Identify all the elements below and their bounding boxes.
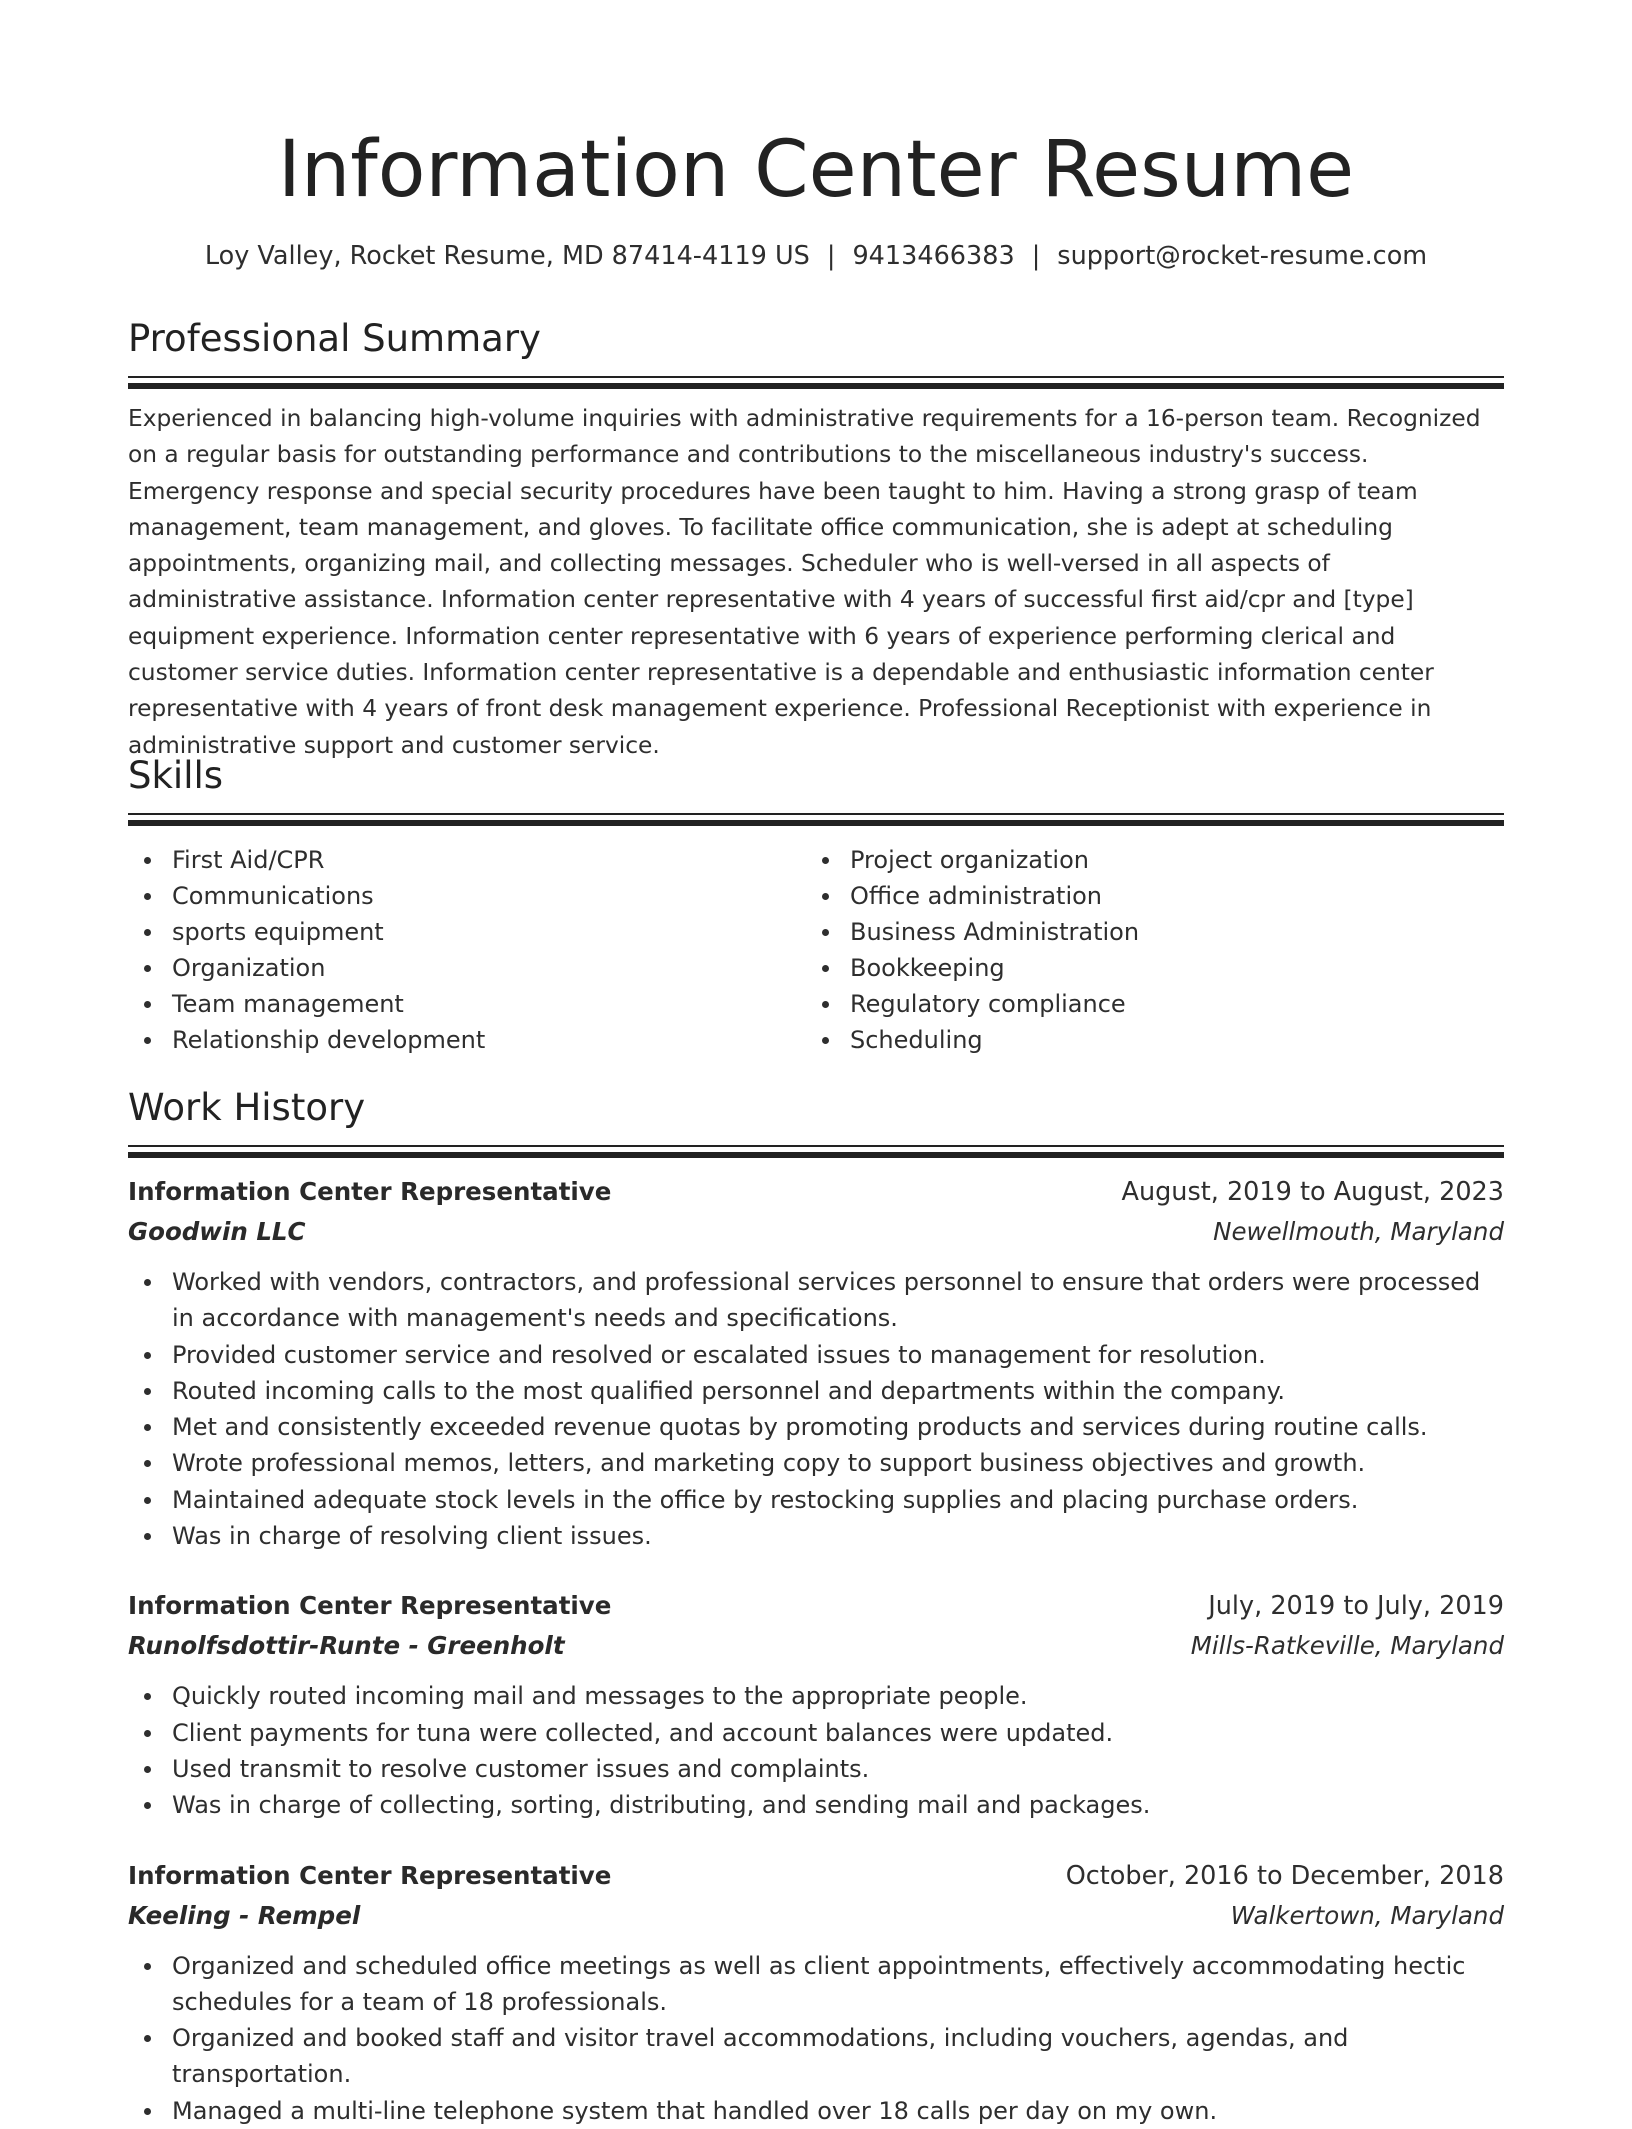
job-company: Keeling - Rempel	[128, 1900, 361, 1930]
skill-item: First Aid/CPR	[128, 842, 806, 878]
job-entry	[128, 1856, 1504, 2129]
job-duties	[128, 1948, 1504, 2129]
job-entry	[128, 1172, 1504, 1554]
skill-item: Organization	[128, 950, 806, 986]
summary-text: Experienced in balancing high-volume inquiries with administrative requirements for a 16-person team. Recognized on a regular basis for outstanding performance and contributions to the miscellaneous industry's success. Emergency response and special security procedures have been taught to him. Having a strong grasp of team management, team management, and gloves. To facilitate office communication, she is adept at scheduling appointments, organizing mail, and collecting messages. Scheduler who is well-versed in all aspects of administrative assistance. Information center representative with 4 years of successful first aid/cpr and [type] equipment experience. Information center representative with 6 years of experience performing clerical and customer service duties. Information center representative is a dependable and enthusiastic information center representative with 4 years of front desk management experience. Professional Receptionist with experience in administrative support and customer service.	[128, 405, 1481, 759]
job-location: Mills-Ratkeville, Maryland	[1190, 1631, 1504, 1661]
job-location: Newellmouth, Maryland	[1213, 1217, 1504, 1246]
section-divider	[128, 813, 1504, 826]
summary-section	[128, 314, 1504, 764]
contact-separator: |	[1031, 241, 1041, 271]
duty-item: Quickly routed incoming mail and messages to the appropriate people.	[128, 1678, 1504, 1714]
section-divider	[128, 1145, 1504, 1158]
duty-item: Maintained adequate stock levels in the office by restocking supplies and placing purchase orders.	[128, 1482, 1504, 1518]
skill-item: Regulatory compliance	[806, 986, 1484, 1022]
job-company: Runolfsdottir-Runte - Greenholt	[128, 1631, 565, 1661]
skill-item: Project organization	[806, 842, 1484, 878]
skill-item: Bookkeeping	[806, 950, 1484, 986]
contact-email: support@rocket-resume.com	[1057, 241, 1428, 271]
duty-item: Met and consistently exceeded revenue quotas by promoting products and services during routine calls.	[128, 1409, 1504, 1445]
skill-item: Office administration	[806, 878, 1484, 914]
contact-phone: 9413466383	[852, 241, 1015, 271]
section-title-summary: Professional Summary	[128, 317, 541, 360]
skills-column-left	[128, 842, 806, 1058]
skill-item: Team management	[128, 986, 806, 1022]
duty-item: Routed incoming calls to the most qualified personnel and departments within the company.	[128, 1373, 1504, 1409]
skills-section	[128, 751, 1504, 1058]
job-title: Information Center Representative	[128, 1591, 612, 1621]
duty-item: Organized and booked staff and visitor travel accommodations, including vouchers, agendas, and transportation.	[128, 2020, 1504, 2093]
job-duties	[128, 1264, 1504, 1554]
job-title: Information Center Representative	[128, 1177, 612, 1206]
job-dates: August, 2019 to August, 2023	[1121, 1177, 1504, 1207]
job-entry	[128, 1586, 1504, 1823]
job-company: Goodwin LLC	[128, 1217, 306, 1246]
job-dates: October, 2016 to December, 2018	[1065, 1860, 1504, 1891]
skills-column-right	[806, 842, 1484, 1058]
duty-item: Was in charge of resolving client issues.	[128, 1518, 1504, 1554]
skill-item: sports equipment	[128, 914, 806, 950]
job-dates: July, 2019 to July, 2019	[1208, 1591, 1504, 1622]
contact-separator: |	[826, 241, 836, 271]
resume-title: Information Center Resume	[277, 125, 1355, 215]
skill-item: Business Administration	[806, 914, 1484, 950]
job-duties	[128, 1678, 1504, 1823]
duty-item: Wrote professional memos, letters, and marketing copy to support business objectives and growth.	[128, 1445, 1504, 1481]
work-history-section	[128, 1083, 1504, 2129]
duty-item: Client payments for tuna were collected, and account balances were updated.	[128, 1715, 1504, 1751]
duty-item: Worked with vendors, contractors, and professional services personnel to ensure that orders were processed in accordance with management's needs and specifications.	[128, 1264, 1504, 1337]
skill-item: Relationship development	[128, 1022, 806, 1058]
skills-grid	[128, 842, 1504, 1058]
section-title-skills: Skills	[128, 754, 224, 797]
job-location: Walkertown, Maryland	[1230, 1900, 1504, 1930]
skill-item: Communications	[128, 878, 806, 914]
duty-item: Organized and scheduled office meetings as well as client appointments, effectively accommodating hectic schedules for a team of 18 professionals.	[128, 1948, 1504, 2021]
duty-item: Used transmit to resolve customer issues and complaints.	[128, 1751, 1504, 1787]
duty-item: Was in charge of collecting, sorting, distributing, and sending mail and packages.	[128, 1787, 1504, 1823]
contact-line	[0, 238, 1632, 274]
skill-item: Scheduling	[806, 1022, 1484, 1058]
contact-address: Loy Valley, Rocket Resume, MD 87414-4119 US	[204, 241, 810, 271]
duty-item: Managed a multi-line telephone system that handled over 18 calls per day on my own.	[128, 2093, 1504, 2129]
duty-item: Provided customer service and resolved or escalated issues to management for resolution.	[128, 1337, 1504, 1373]
section-title-work-history: Work History	[128, 1086, 366, 1129]
job-title: Information Center Representative	[128, 1860, 612, 1890]
section-divider	[128, 376, 1504, 389]
